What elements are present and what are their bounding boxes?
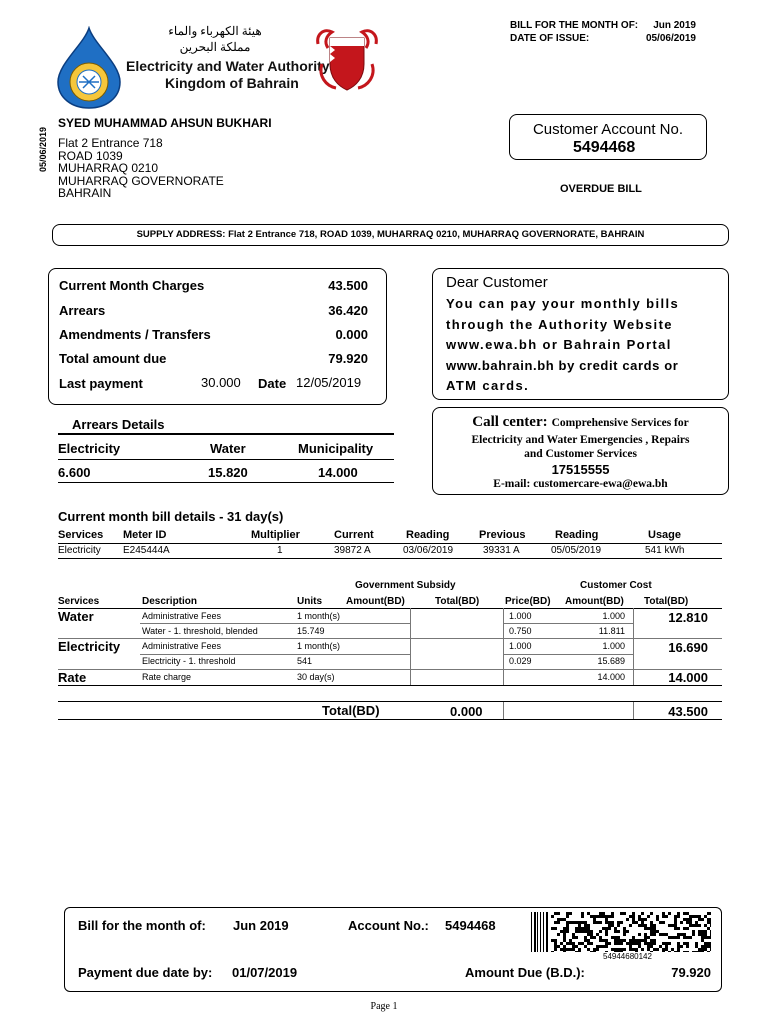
charge-desc: Administrative Fees bbox=[142, 611, 222, 621]
grid-line bbox=[633, 702, 634, 719]
slip-due-label: Payment due date by: bbox=[78, 965, 213, 980]
divider bbox=[58, 543, 722, 544]
side-date: 05/06/2019 bbox=[38, 126, 48, 172]
charge-price: 1.000 bbox=[509, 611, 532, 621]
last-payment-amount: 30.000 bbox=[201, 375, 241, 390]
barcode-number: 54944680142 bbox=[603, 952, 652, 961]
divider bbox=[58, 482, 394, 483]
charges-header-services: Services bbox=[58, 596, 100, 607]
last-payment-label: Last payment bbox=[59, 376, 143, 391]
address-line: ROAD 1039 bbox=[58, 148, 123, 163]
charges-header-gov-amount: Amount(BD) bbox=[346, 596, 405, 607]
charge-price: 0.029 bbox=[509, 656, 532, 666]
grid-line bbox=[58, 638, 722, 639]
arrears-header-municipality: Municipality bbox=[298, 441, 374, 456]
callcenter-heading bbox=[433, 413, 728, 431]
meter-cell-service: Electricity bbox=[58, 545, 101, 556]
meter-cell-multiplier: 1 bbox=[277, 545, 283, 556]
slip-account-label: Account No.: bbox=[348, 918, 429, 933]
grand-total-label: Total(BD) bbox=[322, 703, 380, 718]
meter-cell-current: 39872 A bbox=[334, 545, 371, 556]
service-rate: Rate bbox=[58, 670, 87, 685]
divider bbox=[58, 608, 722, 609]
grid-line bbox=[140, 654, 410, 655]
arrears-value-municipality: 14.000 bbox=[318, 465, 358, 480]
last-payment-date-label: Date bbox=[258, 376, 287, 391]
water-total: 12.810 bbox=[668, 610, 708, 625]
meter-header-reading: Reading bbox=[406, 529, 450, 541]
charges-header-cust-amount: Amount(BD) bbox=[565, 596, 624, 607]
notice-line: www.bahrain.bh by credit cards or bbox=[446, 357, 679, 373]
meter-header-meterid: Meter ID bbox=[123, 529, 167, 541]
overdue-label: OVERDUE BILL bbox=[560, 183, 642, 195]
grid-line bbox=[58, 669, 722, 670]
meter-header-multiplier: Multiplier bbox=[251, 529, 300, 541]
meter-header-reading2: Reading bbox=[555, 529, 599, 541]
arrears-value-water: 15.820 bbox=[208, 465, 248, 480]
charge-desc: Administrative Fees bbox=[142, 641, 222, 651]
notice-line: through the Authority Website bbox=[446, 316, 673, 332]
page-number: Page 1 bbox=[370, 1001, 398, 1012]
customer-name: SYED MUHAMMAD AHSUN BUKHARI bbox=[58, 116, 272, 130]
customer-cost-header: Customer Cost bbox=[580, 580, 652, 591]
gov-subsidy-header: Government Subsidy bbox=[355, 580, 456, 591]
callcenter-line3: and Customer Services bbox=[524, 448, 637, 460]
charge-amount: 15.689 bbox=[597, 656, 625, 666]
notice-line: ATM cards. bbox=[446, 378, 530, 393]
rate-total: 14.000 bbox=[668, 670, 708, 685]
slip-due: 01/07/2019 bbox=[232, 965, 298, 980]
total-due-label: Total amount due bbox=[59, 351, 167, 366]
charges-header-units: Units bbox=[297, 596, 322, 607]
charge-amount: 1.000 bbox=[602, 641, 625, 651]
arrears-label: Arrears bbox=[59, 303, 106, 318]
grid-line bbox=[633, 608, 634, 685]
divider bbox=[58, 719, 722, 720]
customer-total: 43.500 bbox=[668, 704, 708, 719]
slip-month-label: Bill for the month of: bbox=[78, 918, 206, 933]
address-line: MUHARRAQ 0210 bbox=[58, 161, 159, 175]
meter-cell-reading2: 05/05/2019 bbox=[551, 545, 602, 556]
slip-amount: 79.920 bbox=[671, 965, 711, 980]
notice-box bbox=[432, 268, 729, 400]
amend-label: Amendments / Transfers bbox=[59, 327, 211, 342]
charges-header-description: Description bbox=[142, 596, 198, 607]
arrears-details-title: Arrears Details bbox=[72, 417, 165, 432]
arrears-value-electricity: 6.600 bbox=[58, 465, 91, 480]
divider bbox=[58, 433, 394, 435]
slip-month: Jun 2019 bbox=[233, 918, 289, 933]
issue-date-label: DATE OF ISSUE: bbox=[510, 33, 590, 44]
divider bbox=[58, 701, 722, 702]
callcenter-phone: 17515555 bbox=[551, 462, 610, 477]
charge-units: 1 month(s) bbox=[297, 641, 341, 651]
account-label: Customer Account No. bbox=[532, 121, 684, 138]
charge-units: 30 day(s) bbox=[297, 672, 335, 682]
org-sub: Kingdom of Bahrain bbox=[165, 75, 299, 91]
bill-month-value: Jun 2019 bbox=[653, 20, 696, 31]
current-charges-value: 43.500 bbox=[328, 278, 368, 293]
grid-line bbox=[503, 608, 504, 685]
callcenter-label: Call center: bbox=[472, 414, 548, 430]
amend-value: 0.000 bbox=[335, 327, 368, 342]
meter-title: Current month bill details - 31 day(s) bbox=[58, 509, 284, 524]
divider bbox=[58, 459, 394, 460]
account-box bbox=[509, 114, 707, 160]
org-arabic-line1: هيئة الكهرباء والماء bbox=[168, 24, 262, 38]
customer-address bbox=[58, 137, 224, 200]
charge-desc: Rate charge bbox=[142, 672, 192, 682]
charge-desc: Water - 1. threshold, blended bbox=[142, 626, 258, 636]
summary-box bbox=[48, 268, 387, 405]
charge-amount: 1.000 bbox=[602, 611, 625, 621]
meter-cell-previous: 39331 A bbox=[483, 545, 520, 556]
last-payment-date: 12/05/2019 bbox=[296, 375, 362, 390]
payment-slip bbox=[64, 907, 722, 992]
callcenter-email: E-mail: customercare-ewa@ewa.bh bbox=[493, 478, 668, 490]
supply-address: SUPPLY ADDRESS: Flat 2 Entrance 718, ROAD 1039, MUHARRAQ 0210, MUHARRAQ GOVERNORATE, BAHRAIN bbox=[136, 229, 645, 240]
gov-total: 0.000 bbox=[450, 704, 483, 719]
slip-amount-label: Amount Due (B.D.): bbox=[465, 965, 585, 980]
current-charges-label: Current Month Charges bbox=[59, 278, 205, 293]
arrears-header-water: Water bbox=[210, 441, 246, 456]
callcenter-line1: Comprehensive Services for bbox=[551, 417, 689, 429]
meter-header-previous: Previous bbox=[479, 529, 526, 541]
charge-price: 0.750 bbox=[509, 626, 532, 636]
service-electricity: Electricity bbox=[58, 639, 121, 654]
meter-cell-reading: 03/06/2019 bbox=[403, 545, 454, 556]
address-line: BAHRAIN bbox=[58, 186, 112, 200]
ewa-logo-icon bbox=[52, 26, 126, 110]
slip-account: 5494468 bbox=[445, 918, 496, 933]
meter-cell-meterid: E245444A bbox=[123, 545, 170, 556]
grid-line bbox=[503, 623, 633, 624]
charge-units: 15.749 bbox=[297, 626, 325, 636]
charge-units: 541 bbox=[297, 656, 313, 666]
total-due-value: 79.920 bbox=[328, 351, 368, 366]
barcode-icon bbox=[531, 912, 711, 952]
grid-line bbox=[410, 608, 411, 685]
callcenter-box bbox=[432, 407, 729, 495]
grid-line bbox=[140, 623, 410, 624]
charges-header-gov-total: Total(BD) bbox=[435, 596, 480, 607]
meter-cell-usage: 541 kWh bbox=[645, 545, 685, 556]
grid-line bbox=[503, 654, 633, 655]
divider bbox=[58, 558, 722, 559]
notice-title: Dear Customer bbox=[446, 274, 548, 291]
account-number: 5494468 bbox=[573, 139, 636, 156]
callcenter-line2: Electricity and Water Emergencies , Repairs bbox=[471, 434, 690, 446]
supply-address-box bbox=[52, 224, 729, 246]
charge-amount: 14.000 bbox=[597, 672, 625, 682]
grid-line bbox=[503, 702, 504, 719]
bahrain-emblem-icon bbox=[312, 24, 382, 94]
address-line: MUHARRAQ GOVERNORATE bbox=[58, 173, 224, 188]
charge-units: 1 month(s) bbox=[297, 611, 341, 621]
meter-header-usage: Usage bbox=[648, 529, 682, 541]
org-name: Electricity and Water Authority bbox=[126, 58, 330, 74]
arrears-value: 36.420 bbox=[328, 303, 368, 318]
arrears-header-electricity: Electricity bbox=[58, 441, 121, 456]
meter-header-current: Current bbox=[334, 529, 374, 541]
meter-header-services: Services bbox=[58, 529, 104, 541]
notice-line: You can pay your monthly bills bbox=[446, 296, 680, 311]
charges-header-price: Price(BD) bbox=[505, 596, 551, 607]
org-arabic-line2: مملكة البحرين bbox=[179, 40, 251, 54]
service-water: Water bbox=[58, 609, 94, 624]
issue-date-value: 05/06/2019 bbox=[645, 33, 696, 44]
grid-line bbox=[58, 685, 722, 686]
charge-desc: Electricity - 1. threshold bbox=[142, 656, 236, 666]
notice-body bbox=[446, 294, 679, 397]
charge-price: 1.000 bbox=[509, 641, 532, 651]
charges-header-cust-total: Total(BD) bbox=[644, 596, 689, 607]
bill-month-label: BILL FOR THE MONTH OF: bbox=[510, 20, 639, 31]
electricity-total: 16.690 bbox=[668, 640, 708, 655]
charge-amount: 11.811 bbox=[598, 626, 625, 636]
notice-line: www.ewa.bh or Bahrain Portal bbox=[446, 337, 672, 352]
address-line: Flat 2 Entrance 718 bbox=[58, 136, 163, 150]
